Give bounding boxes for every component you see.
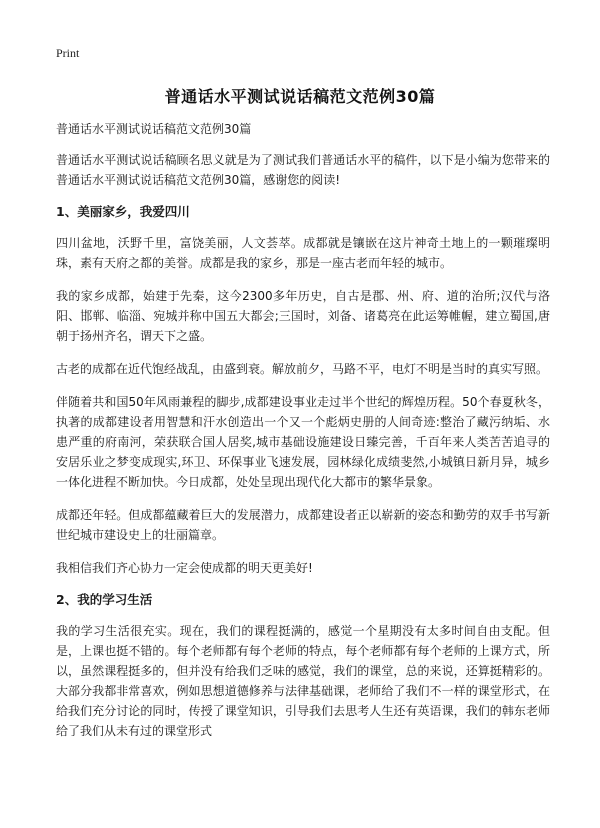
section-paragraph: 伴随着共和国50年风雨兼程的脚步,成都建设事业走过半个世纪的辉煌历程。50个春夏秋冬，执著的成都建设者用智慧和汗水创造出一个又一个彪炳史册的人间奇迹:整治了藏污纳垢、水患严重的府南河，荣获联合国人居奖,城市基础设施建设日臻完善，千百年来人类苦苦追寻的安居乐业之梦变成现实,环卫、环保事业飞速发展，园林绿化成绩斐然,小城镇日新月异，城乡一体化进程不断加快。今日成都，处处呈现出现代化大都市的繁华景象。 <box>56 395 550 489</box>
section-paragraph: 古老的成都在近代饱经战乱，由盛到衰。解放前夕，马路不平，电灯不明是当时的真实写照。 <box>56 362 549 376</box>
section-paragraph: 我相信我们齐心协力一定会使成都的明天更美好! <box>56 561 313 575</box>
intro-paragraph: 普通话水平测试说话稿顾名思义就是为了测试我们普通话水平的稿件，以下是小编为您带来的普通话水平测试说话稿范文范例30篇，感谢您的阅读! <box>56 153 550 187</box>
document-title: 普通话水平测试说话稿范文范例30篇 <box>164 87 436 106</box>
section-paragraph: 我的家乡成都，始建于先秦，这今2300多年历史，自古是郡、州、府、道的治所;汉代与洛阳、邯郸、临淄、宛城并称中国五大都会;三国时，刘备、诸葛亮在此运筹帷幄，建立蜀国,唐朝于扬州齐名，谓天下之盛。 <box>56 289 550 343</box>
section-paragraph: 我的学习生活很充实。现在，我们的课程挺满的，感觉一个星期没有太多时间自由支配。但是，上课也挺不错的。每个老师都有每个老师的特点，每个老师都有每个老师的上课方式，所以，虽然课程挺多的，但并没有给我们乏味的感觉，我们的课堂，总的来说，还算挺精彩的。大部分我都非常喜欢，例如思想道德修养与法律基础课，老师给了我们不一样的课堂形式，在给我们充分讨论的同时，传授了课堂知识，引导我们去思考人生还有英语课，我们的韩东老师给了我们从未有过的课堂形式 <box>56 624 550 738</box>
document-subtitle: 普通话水平测试说话稿范文范例30篇 <box>56 122 252 136</box>
section-heading: 2、我的学习生活 <box>56 592 153 607</box>
print-link[interactable]: Print <box>56 46 80 60</box>
section-heading: 1、美丽家乡，我爱四川 <box>56 204 190 219</box>
document-body <box>56 120 550 754</box>
section-paragraph: 四川盆地，沃野千里，富饶美丽，人文荟萃。成都就是镶嵌在这片神奇土地上的一颗璀璨明珠，素有天府之都的美誉。成都是我的家乡，那是一座古老而年轻的城市。 <box>56 236 550 270</box>
section-paragraph: 成都还年轻。但成都蕴藏着巨大的发展潜力，成都建设者正以崭新的姿态和勤劳的双手书写新世纪城市建设史上的壮丽篇章。 <box>56 508 550 542</box>
